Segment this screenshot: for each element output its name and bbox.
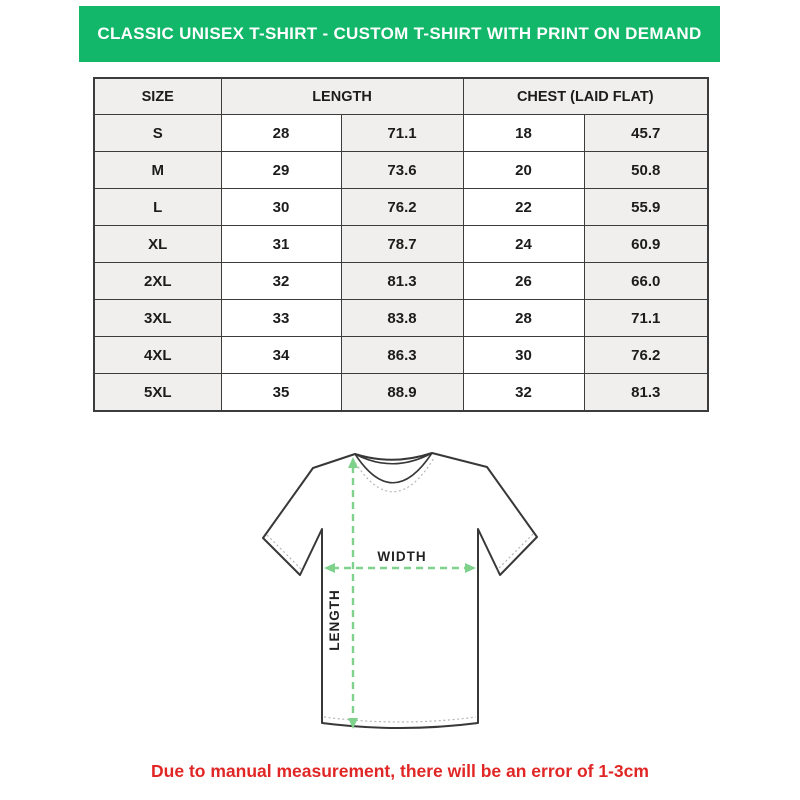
length-cm-cell: 86.3 xyxy=(341,337,463,374)
chest-in-cell: 26 xyxy=(463,263,584,300)
chest-cm-cell: 66.0 xyxy=(584,263,708,300)
length-in-cell: 32 xyxy=(221,263,341,300)
chest-cm-cell: 45.7 xyxy=(584,115,708,152)
size-cell: 5XL xyxy=(94,374,221,412)
size-cell: 3XL xyxy=(94,300,221,337)
length-in-cell: 30 xyxy=(221,189,341,226)
column-header-size: SIZE xyxy=(94,78,221,115)
size-cell: XL xyxy=(94,226,221,263)
table-row xyxy=(94,263,708,300)
chest-in-cell: 24 xyxy=(463,226,584,263)
tshirt-outline-drawing xyxy=(250,440,550,740)
table-header-row xyxy=(94,78,708,115)
header-banner xyxy=(79,6,720,62)
length-in-cell: 35 xyxy=(221,374,341,412)
table-row xyxy=(94,152,708,189)
length-label: LENGTH xyxy=(327,589,342,651)
column-header-length: LENGTH xyxy=(221,78,463,115)
chest-cm-cell: 71.1 xyxy=(584,300,708,337)
chest-in-cell: 32 xyxy=(463,374,584,412)
chest-cm-cell: 55.9 xyxy=(584,189,708,226)
chest-in-cell: 30 xyxy=(463,337,584,374)
table-row xyxy=(94,226,708,263)
column-header-chest: CHEST (LAID FLAT) xyxy=(463,78,708,115)
chest-cm-cell: 60.9 xyxy=(584,226,708,263)
length-in-cell: 34 xyxy=(221,337,341,374)
size-cell: M xyxy=(94,152,221,189)
width-label: WIDTH xyxy=(377,549,427,564)
chest-in-cell: 18 xyxy=(463,115,584,152)
length-in-cell: 29 xyxy=(221,152,341,189)
length-cm-cell: 73.6 xyxy=(341,152,463,189)
size-chart-table xyxy=(93,77,709,412)
page-title: CLASSIC UNISEX T-SHIRT - CUSTOM T-SHIRT WITH PRINT ON DEMAND xyxy=(97,24,702,43)
table-row xyxy=(94,115,708,152)
size-cell: S xyxy=(94,115,221,152)
tshirt-body-shape xyxy=(263,453,537,728)
length-cm-cell: 76.2 xyxy=(341,189,463,226)
chest-cm-cell: 50.8 xyxy=(584,152,708,189)
length-in-cell: 33 xyxy=(221,300,341,337)
length-cm-cell: 71.1 xyxy=(341,115,463,152)
size-cell: 2XL xyxy=(94,263,221,300)
chest-in-cell: 22 xyxy=(463,189,584,226)
length-in-cell: 28 xyxy=(221,115,341,152)
length-cm-cell: 88.9 xyxy=(341,374,463,412)
size-cell: L xyxy=(94,189,221,226)
table-row xyxy=(94,337,708,374)
length-cm-cell: 83.8 xyxy=(341,300,463,337)
tshirt-diagram xyxy=(250,440,550,740)
table-row xyxy=(94,189,708,226)
chest-in-cell: 28 xyxy=(463,300,584,337)
size-cell: 4XL xyxy=(94,337,221,374)
length-in-cell: 31 xyxy=(221,226,341,263)
table-row xyxy=(94,300,708,337)
length-cm-cell: 78.7 xyxy=(341,226,463,263)
chest-in-cell: 20 xyxy=(463,152,584,189)
measurement-note: Due to manual measurement, there will be an error of 1-3cm xyxy=(151,761,649,781)
table-row xyxy=(94,374,708,412)
length-cm-cell: 81.3 xyxy=(341,263,463,300)
chest-cm-cell: 81.3 xyxy=(584,374,708,412)
chest-cm-cell: 76.2 xyxy=(584,337,708,374)
